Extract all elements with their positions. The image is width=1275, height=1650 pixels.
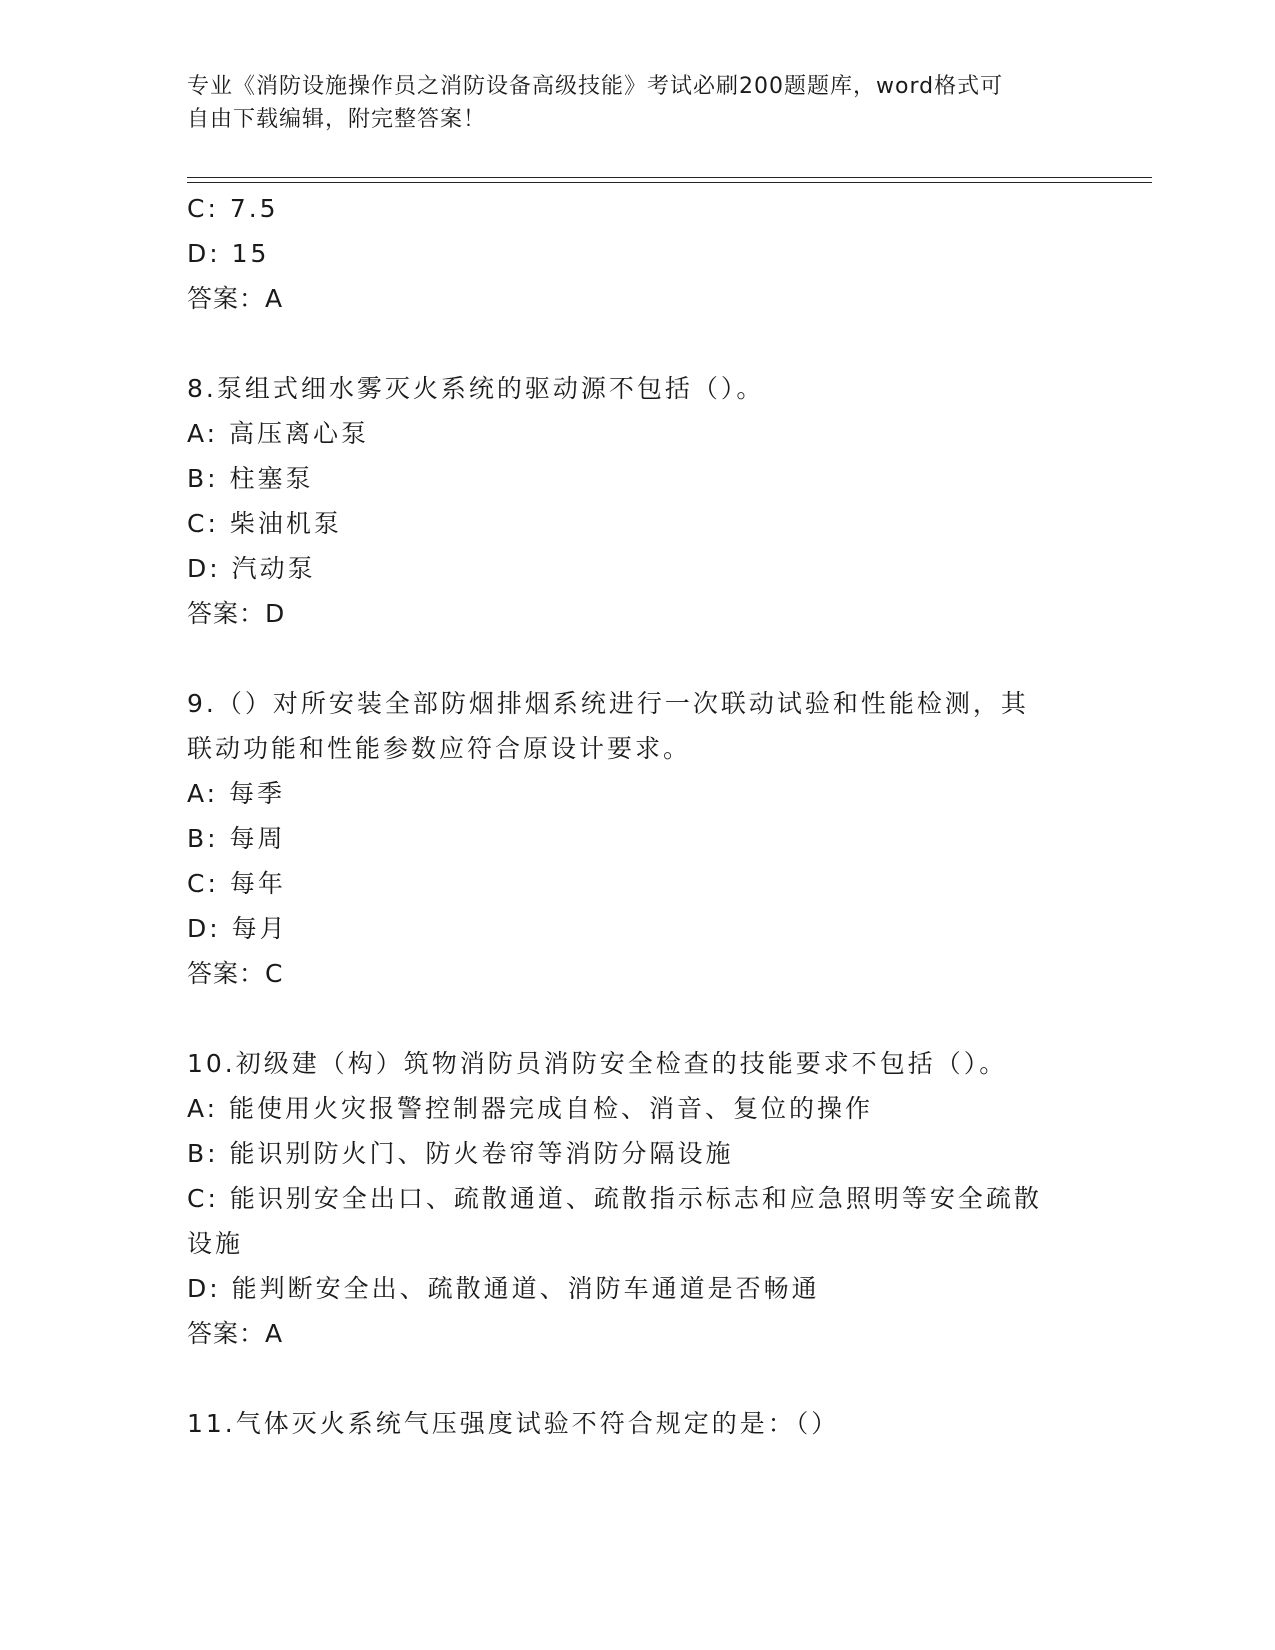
q8-option-b: B: 柱塞泵 <box>187 464 314 493</box>
document-header <box>187 70 1067 136</box>
q10-answer: 答案：A <box>187 1319 284 1348</box>
q9-stem-line-1: 9.（）对所安装全部防烟排烟系统进行一次联动试验和性能检测，其 <box>187 689 1029 718</box>
q10-stem: 10.初级建（构）筑物消防员消防安全检查的技能要求不包括（）。 <box>187 1049 1008 1078</box>
q9-option-b: B: 每周 <box>187 824 286 853</box>
header-divider-top <box>187 177 1152 178</box>
q9-option-d: D: 每月 <box>187 914 288 943</box>
q8-answer: 答案：D <box>187 599 286 628</box>
header-divider-bottom <box>187 182 1152 183</box>
q10-option-a: A: 能使用火灾报警控制器完成自检、消音、复位的操作 <box>187 1094 874 1123</box>
q9-answer: 答案：C <box>187 959 284 988</box>
q10-option-b: B: 能识别防火门、防火卷帘等消防分隔设施 <box>187 1139 734 1168</box>
q8-stem: 8.泵组式细水雾灭火系统的驱动源不包括（）。 <box>187 374 765 403</box>
header-line-1: 专业《消防设施操作员之消防设备高级技能》考试必刷200题题库，word格式可 <box>187 74 1004 99</box>
q8-option-a: A: 高压离心泵 <box>187 419 370 448</box>
q10-option-d: D: 能判断安全出、疏散通道、消防车通道是否畅通 <box>187 1274 820 1303</box>
q9-option-a: A: 每季 <box>187 779 286 808</box>
prev-option-d: D: 15 <box>187 239 270 268</box>
prev-option-c: C: 7.5 <box>187 194 279 223</box>
q8-option-c: C: 柴油机泵 <box>187 509 342 538</box>
q9-option-c: C: 每年 <box>187 869 286 898</box>
q9-stem-line-2: 联动功能和性能参数应符合原设计要求。 <box>187 734 692 763</box>
q10-option-c-line-1: C: 能识别安全出口、疏散通道、疏散指示标志和应急照明等安全疏散 <box>187 1184 1042 1213</box>
q10-option-c-line-2: 设施 <box>187 1229 244 1258</box>
q11-stem: 11.气体灭火系统气压强度试验不符合规定的是：（） <box>187 1409 840 1438</box>
q8-option-d: D: 汽动泵 <box>187 554 316 583</box>
header-line-2: 自由下载编辑，附完整答案！ <box>187 107 487 132</box>
prev-answer: 答案：A <box>187 284 284 313</box>
